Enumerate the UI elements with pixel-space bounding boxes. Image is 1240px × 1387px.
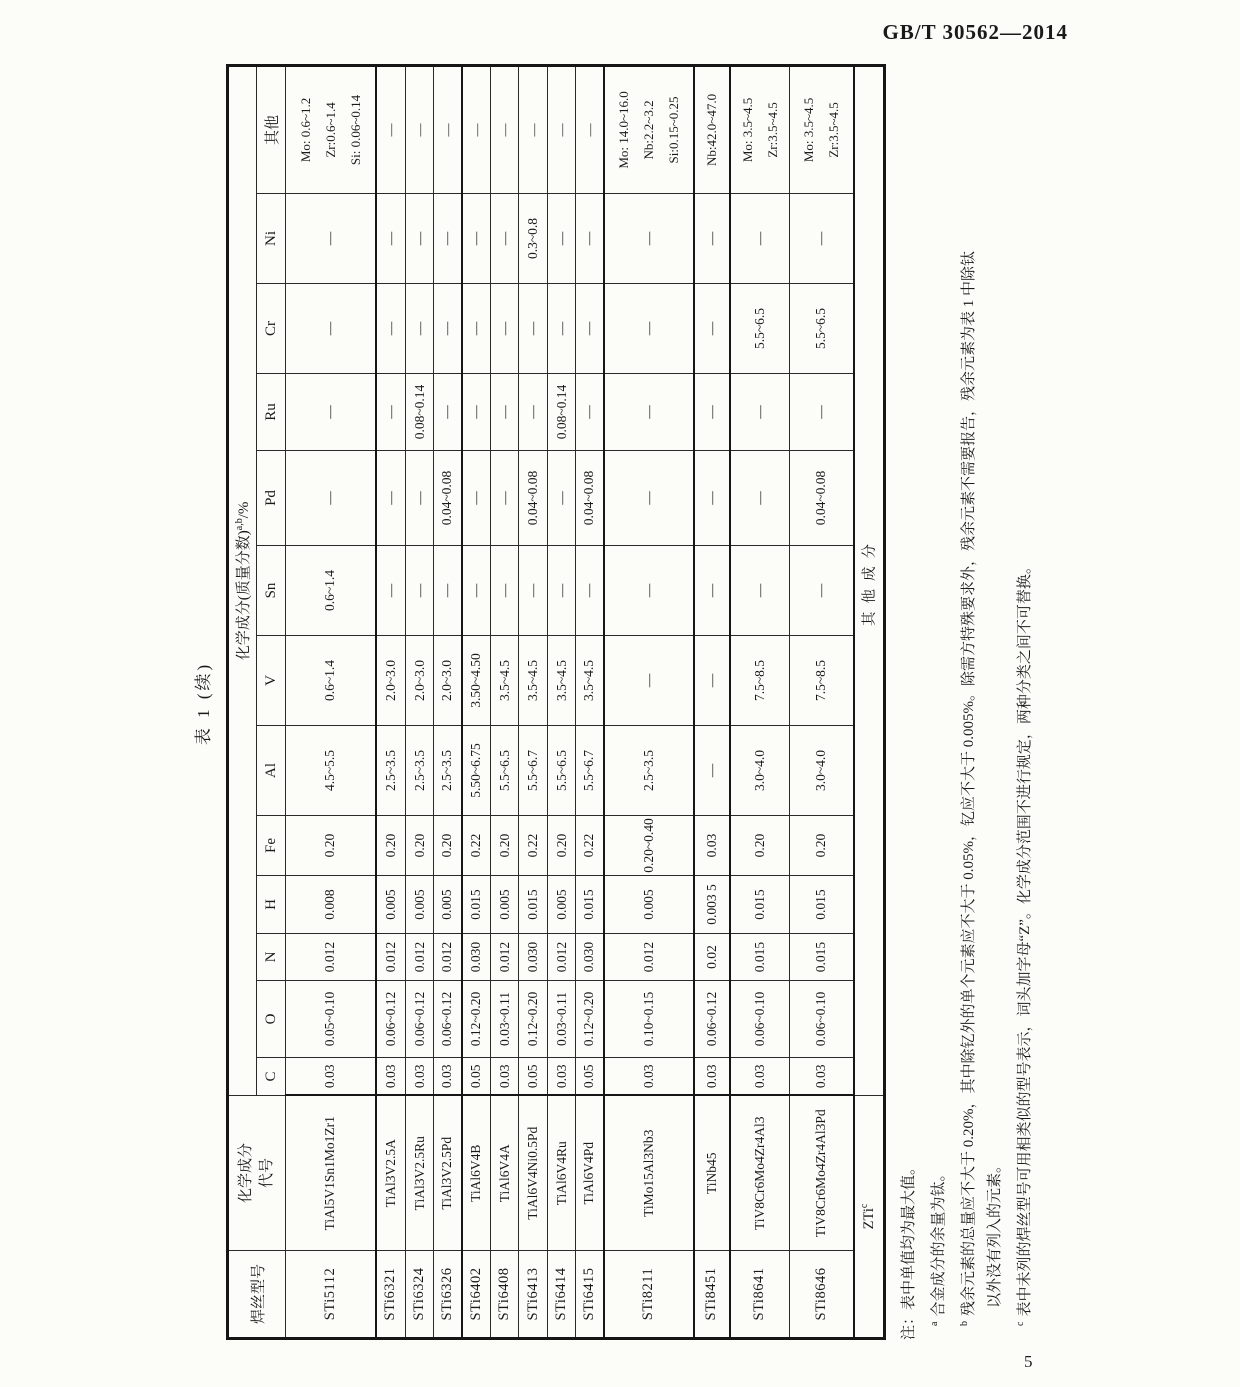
value-cell-n: 0.015 bbox=[730, 934, 790, 981]
value-cell-n: 0.015 bbox=[790, 934, 854, 981]
other-line: Si: 0.06~0.14 bbox=[347, 94, 363, 166]
other-cell bbox=[519, 65, 548, 193]
note-line bbox=[922, 67, 952, 1340]
value-cell-fe: 0.20 bbox=[406, 816, 434, 876]
value-cell-v: 7.5~8.5 bbox=[730, 636, 790, 726]
zti-row bbox=[854, 65, 885, 1338]
value-cell-cr: — bbox=[376, 284, 406, 374]
zti-superscript: c bbox=[859, 1203, 871, 1209]
value-cell-n: 0.030 bbox=[519, 934, 548, 981]
value-cell-ru: — bbox=[694, 374, 730, 451]
value-cell-cr: — bbox=[491, 284, 519, 374]
value-cell-ru: — bbox=[730, 374, 790, 451]
note-line bbox=[982, 67, 1008, 1340]
value-cell-al: 2.5~3.5 bbox=[406, 726, 434, 816]
table-row-STi6402 bbox=[462, 65, 491, 1338]
wire-type-code: STi6324 bbox=[406, 1251, 434, 1339]
value-cell-sn: — bbox=[694, 546, 730, 636]
value-cell-ru: — bbox=[491, 374, 519, 451]
header-chem-code-line1: 化学成分 bbox=[238, 1143, 254, 1204]
value-cell-ru: — bbox=[462, 374, 491, 451]
value-cell-c: 0.03 bbox=[548, 1058, 576, 1096]
table-notes bbox=[896, 67, 1038, 1340]
value-cell-v: 3.5~4.5 bbox=[576, 636, 604, 726]
value-cell-o: 0.06~0.12 bbox=[694, 981, 730, 1058]
value-cell-o: 0.06~0.12 bbox=[406, 981, 434, 1058]
value-cell-fe: 0.03 bbox=[694, 816, 730, 876]
value-cell-sn: — bbox=[376, 546, 406, 636]
other-cell bbox=[604, 65, 694, 193]
value-cell-c: 0.05 bbox=[519, 1058, 548, 1096]
value-cell-cr: — bbox=[286, 284, 376, 374]
value-cell-cr: — bbox=[406, 284, 434, 374]
value-cell-sn: — bbox=[790, 546, 854, 636]
value-cell-pd: — bbox=[462, 451, 491, 546]
other-cell bbox=[491, 65, 519, 193]
wire-type-code: STi8646 bbox=[790, 1251, 854, 1339]
header-element-n: N bbox=[257, 934, 286, 981]
other-cell bbox=[576, 65, 604, 193]
value-cell-o: 0.12~0.20 bbox=[576, 981, 604, 1058]
value-cell-cr: — bbox=[576, 284, 604, 374]
value-cell-c: 0.03 bbox=[730, 1058, 790, 1096]
value-cell-h: 0.005 bbox=[548, 876, 576, 934]
value-cell-pd: — bbox=[604, 451, 694, 546]
header-element-pd: Pd bbox=[257, 451, 286, 546]
header-chem-code bbox=[228, 1096, 286, 1251]
value-cell-ru: — bbox=[434, 374, 462, 451]
value-cell-c: 0.05 bbox=[576, 1058, 604, 1096]
table-row-STi6414 bbox=[548, 65, 576, 1338]
value-cell-c: 0.03 bbox=[790, 1058, 854, 1096]
header-chem-label: 化学成分(质量分数) bbox=[236, 530, 252, 661]
value-cell-h: 0.003 5 bbox=[694, 876, 730, 934]
header-row-1 bbox=[228, 65, 257, 1338]
value-cell-cr: 5.5~6.5 bbox=[790, 284, 854, 374]
value-cell-fe: 0.20 bbox=[548, 816, 576, 876]
value-cell-v: 0.6~1.4 bbox=[286, 636, 376, 726]
value-cell-sn: — bbox=[730, 546, 790, 636]
value-cell-h: 0.005 bbox=[604, 876, 694, 934]
header-element-sn: Sn bbox=[257, 546, 286, 636]
table-row-STi6413 bbox=[519, 65, 548, 1338]
other-cell bbox=[730, 65, 790, 193]
value-cell-fe: 0.22 bbox=[462, 816, 491, 876]
value-cell-al: 5.5~6.7 bbox=[576, 726, 604, 816]
value-cell-o: 0.12~0.20 bbox=[462, 981, 491, 1058]
chem-code: TiMo15Al3Nb3 bbox=[604, 1096, 694, 1251]
landscape-content bbox=[185, 50, 1065, 1340]
value-cell-pd: — bbox=[694, 451, 730, 546]
table-row-STi6321 bbox=[376, 65, 406, 1338]
value-cell-fe: 0.20 bbox=[376, 816, 406, 876]
value-cell-ni: — bbox=[604, 194, 694, 284]
value-cell-fe: 0.20 bbox=[491, 816, 519, 876]
note-text: 表中未列的焊丝型号可用相类似的型号表示，词头加字母“Z”。化学成分范围不进行规定，两种分类之间不可替换。 bbox=[1017, 559, 1033, 1317]
value-cell-ru: — bbox=[376, 374, 406, 451]
wire-type-code: STi6326 bbox=[434, 1251, 462, 1339]
other-line: Zr:0.6~1.4 bbox=[322, 102, 338, 158]
value-cell-pd: 0.04~0.08 bbox=[434, 451, 462, 546]
value-cell-al: — bbox=[694, 726, 730, 816]
header-element-h: H bbox=[257, 876, 286, 934]
other-line: — bbox=[525, 123, 541, 137]
value-cell-sn: — bbox=[406, 546, 434, 636]
value-cell-o: 0.12~0.20 bbox=[519, 981, 548, 1058]
value-cell-v: 7.5~8.5 bbox=[790, 636, 854, 726]
value-cell-ru: — bbox=[790, 374, 854, 451]
value-cell-c: 0.03 bbox=[491, 1058, 519, 1096]
chem-code: TiAl6V4Pd bbox=[576, 1096, 604, 1251]
zti-label bbox=[854, 1096, 885, 1339]
value-cell-h: 0.015 bbox=[790, 876, 854, 934]
other-line: Zr:3.5~4.5 bbox=[764, 102, 780, 158]
value-cell-o: 0.05~0.10 bbox=[286, 981, 376, 1058]
value-cell-ni: — bbox=[548, 194, 576, 284]
other-cell bbox=[376, 65, 406, 193]
value-cell-cr: 5.5~6.5 bbox=[730, 284, 790, 374]
table-row-STi8451 bbox=[694, 65, 730, 1338]
other-line: Mo: 3.5~4.5 bbox=[739, 97, 755, 163]
header-wire-type: 焊丝型号 bbox=[228, 1251, 286, 1339]
wire-type-code: STi6408 bbox=[491, 1251, 519, 1339]
value-cell-ni: — bbox=[376, 194, 406, 284]
table-row-STi5112 bbox=[286, 65, 376, 1338]
value-cell-h: 0.015 bbox=[462, 876, 491, 934]
page-number: 5 bbox=[1024, 1352, 1033, 1371]
header-element-v: V bbox=[257, 636, 286, 726]
table-row-STi6326 bbox=[434, 65, 462, 1338]
value-cell-pd: — bbox=[548, 451, 576, 546]
value-cell-sn: — bbox=[576, 546, 604, 636]
value-cell-ni: — bbox=[694, 194, 730, 284]
other-line: — bbox=[497, 123, 512, 137]
value-cell-h: 0.008 bbox=[286, 876, 376, 934]
value-cell-c: 0.03 bbox=[376, 1058, 406, 1096]
wire-type-code: STi6413 bbox=[519, 1251, 548, 1339]
value-cell-fe: 0.20 bbox=[286, 816, 376, 876]
note-text: 以外没有列入的元素。 bbox=[987, 1157, 1003, 1308]
other-line: Mo: 14.0~16.0 bbox=[616, 91, 631, 169]
value-cell-c: 0.03 bbox=[604, 1058, 694, 1096]
value-cell-fe: 0.20 bbox=[434, 816, 462, 876]
value-cell-pd: 0.04~0.08 bbox=[790, 451, 854, 546]
value-cell-c: 0.03 bbox=[286, 1058, 376, 1096]
value-cell-n: 0.012 bbox=[604, 934, 694, 981]
value-cell-o: 0.03~0.11 bbox=[548, 981, 576, 1058]
value-cell-cr: — bbox=[548, 284, 576, 374]
value-cell-h: 0.015 bbox=[576, 876, 604, 934]
other-cell bbox=[790, 65, 854, 193]
value-cell-c: 0.03 bbox=[406, 1058, 434, 1096]
value-cell-v: 3.50~4.50 bbox=[462, 636, 491, 726]
other-cell bbox=[548, 65, 576, 193]
value-cell-ni: 0.3~0.8 bbox=[519, 194, 548, 284]
header-chem-code-line2: 代号 bbox=[259, 1158, 275, 1189]
value-cell-n: 0.012 bbox=[286, 934, 376, 981]
value-cell-cr: — bbox=[694, 284, 730, 374]
value-cell-c: 0.05 bbox=[462, 1058, 491, 1096]
value-cell-h: 0.005 bbox=[376, 876, 406, 934]
value-cell-c: 0.03 bbox=[434, 1058, 462, 1096]
value-cell-fe: 0.22 bbox=[519, 816, 548, 876]
header-chem-unit: /% bbox=[236, 501, 252, 519]
header-element-ni: Ni bbox=[257, 194, 286, 284]
value-cell-al: 2.5~3.5 bbox=[376, 726, 406, 816]
value-cell-ni: — bbox=[434, 194, 462, 284]
value-cell-v: 3.5~4.5 bbox=[519, 636, 548, 726]
value-cell-al: 5.5~6.7 bbox=[519, 726, 548, 816]
table-row-STi6415 bbox=[576, 65, 604, 1338]
note-text: 残余元素的总量应不大于 0.20%，其中除钇外的单个元素应不大于 0.05%，钇应不大于 0.005%。除需方特殊要求外，残余元素不需要报告，残余元素为表 1 中除钛 bbox=[961, 251, 977, 1316]
value-cell-ni: — bbox=[491, 194, 519, 284]
table-row-STi8646 bbox=[790, 65, 854, 1338]
other-line: Mo: 3.5~4.5 bbox=[801, 97, 817, 163]
other-cell bbox=[462, 65, 491, 193]
value-cell-al: 2.5~3.5 bbox=[604, 726, 694, 816]
value-cell-ni: — bbox=[730, 194, 790, 284]
value-cell-n: 0.012 bbox=[406, 934, 434, 981]
value-cell-ni: — bbox=[576, 194, 604, 284]
value-cell-v: 3.5~4.5 bbox=[491, 636, 519, 726]
value-cell-h: 0.005 bbox=[491, 876, 519, 934]
other-line: Si:0.15~0.25 bbox=[666, 96, 681, 164]
wire-type-code: STi6414 bbox=[548, 1251, 576, 1339]
chem-code: TiAl6V4B bbox=[462, 1096, 491, 1251]
note-line bbox=[1008, 67, 1038, 1340]
header-chemical-composition bbox=[228, 65, 257, 1095]
value-cell-al: 3.0~4.0 bbox=[730, 726, 790, 816]
wire-type-code: STi6402 bbox=[462, 1251, 491, 1339]
header-element-al: Al bbox=[257, 726, 286, 816]
value-cell-ru: — bbox=[604, 374, 694, 451]
value-cell-n: 0.030 bbox=[462, 934, 491, 981]
value-cell-fe: 0.22 bbox=[576, 816, 604, 876]
value-cell-sn: — bbox=[491, 546, 519, 636]
value-cell-al: 5.50~6.75 bbox=[462, 726, 491, 816]
other-line: — bbox=[383, 123, 399, 137]
value-cell-pd: 0.04~0.08 bbox=[576, 451, 604, 546]
value-cell-al: 2.5~3.5 bbox=[434, 726, 462, 816]
other-line: — bbox=[581, 123, 597, 137]
other-line: Nb:42.0~47.0 bbox=[704, 93, 719, 166]
header-element-o: O bbox=[257, 981, 286, 1058]
table-row-STi8211 bbox=[604, 65, 694, 1338]
value-cell-fe: 0.20 bbox=[730, 816, 790, 876]
value-cell-sn: 0.6~1.4 bbox=[286, 546, 376, 636]
header-chem-superscript: a,b bbox=[234, 518, 245, 531]
zti-other-label: 其他成分 bbox=[854, 65, 885, 1095]
header-element-cr: Cr bbox=[257, 284, 286, 374]
value-cell-ni: — bbox=[406, 194, 434, 284]
value-cell-ru: — bbox=[576, 374, 604, 451]
note-superscript: b bbox=[959, 1321, 970, 1326]
note-main: 注：表中单值均为最大值。 bbox=[901, 1159, 917, 1340]
value-cell-sn: — bbox=[548, 546, 576, 636]
value-cell-v: 2.0~3.0 bbox=[376, 636, 406, 726]
value-cell-sn: — bbox=[462, 546, 491, 636]
chem-code: TiAl3V2.5Pd bbox=[434, 1096, 462, 1251]
value-cell-ni: — bbox=[790, 194, 854, 284]
other-line: Mo: 0.6~1.2 bbox=[297, 97, 313, 163]
note-superscript: c bbox=[1015, 1321, 1026, 1326]
value-cell-fe: 0.20~0.40 bbox=[604, 816, 694, 876]
table-row-STi8641 bbox=[730, 65, 790, 1338]
header-element-fe: Fe bbox=[257, 816, 286, 876]
chem-code: TiAl6V4A bbox=[491, 1096, 519, 1251]
value-cell-n: 0.02 bbox=[694, 934, 730, 981]
value-cell-sn: — bbox=[434, 546, 462, 636]
chem-code: TiAl3V2.5Ru bbox=[406, 1096, 434, 1251]
wire-type-code: STi8211 bbox=[604, 1251, 694, 1339]
value-cell-cr: — bbox=[604, 284, 694, 374]
chem-code: TiAl3V2.5A bbox=[376, 1096, 406, 1251]
value-cell-sn: — bbox=[519, 546, 548, 636]
value-cell-h: 0.005 bbox=[406, 876, 434, 934]
other-cell bbox=[406, 65, 434, 193]
value-cell-al: 4.5~5.5 bbox=[286, 726, 376, 816]
chem-code: TiAl6V4Ni0.5Pd bbox=[519, 1096, 548, 1251]
value-cell-ru: — bbox=[286, 374, 376, 451]
wire-type-code: STi6321 bbox=[376, 1251, 406, 1339]
chem-code: TiNb45 bbox=[694, 1096, 730, 1251]
header-element-ru: Ru bbox=[257, 374, 286, 451]
value-cell-o: 0.06~0.12 bbox=[376, 981, 406, 1058]
chem-code: TiV8Cr6Mo4Zr4Al3 bbox=[730, 1096, 790, 1251]
value-cell-pd: — bbox=[286, 451, 376, 546]
value-cell-h: 0.015 bbox=[519, 876, 548, 934]
value-cell-o: 0.03~0.11 bbox=[491, 981, 519, 1058]
value-cell-pd: — bbox=[491, 451, 519, 546]
note-text: 合金成分的余量为钛。 bbox=[931, 1166, 947, 1317]
value-cell-o: 0.06~0.12 bbox=[434, 981, 462, 1058]
rotated-table-area bbox=[185, 50, 1065, 1340]
note-line bbox=[952, 67, 982, 1340]
value-cell-v: — bbox=[694, 636, 730, 726]
chem-code: TiV8Cr6Mo4Zr4Al3Pd bbox=[790, 1096, 854, 1251]
wire-type-code: STi8451 bbox=[694, 1251, 730, 1339]
value-cell-n: 0.012 bbox=[376, 934, 406, 981]
value-cell-v: 2.0~3.0 bbox=[434, 636, 462, 726]
value-cell-ru: 0.08~0.14 bbox=[548, 374, 576, 451]
value-cell-ru: — bbox=[519, 374, 548, 451]
value-cell-cr: — bbox=[434, 284, 462, 374]
value-cell-ni: — bbox=[462, 194, 491, 284]
value-cell-pd: — bbox=[730, 451, 790, 546]
table-row-STi6324 bbox=[406, 65, 434, 1338]
zti-label-text: ZTi bbox=[861, 1208, 878, 1230]
value-cell-v: — bbox=[604, 636, 694, 726]
wire-type-code: STi6415 bbox=[576, 1251, 604, 1339]
value-cell-c: 0.03 bbox=[694, 1058, 730, 1096]
value-cell-ni: — bbox=[286, 194, 376, 284]
value-cell-n: 0.012 bbox=[491, 934, 519, 981]
value-cell-n: 0.012 bbox=[434, 934, 462, 981]
value-cell-sn: — bbox=[604, 546, 694, 636]
value-cell-al: 5.5~6.5 bbox=[548, 726, 576, 816]
value-cell-al: 3.0~4.0 bbox=[790, 726, 854, 816]
value-cell-h: 0.015 bbox=[730, 876, 790, 934]
other-line: Nb:2.2~3.2 bbox=[641, 100, 656, 160]
chem-code: TiAl6V4Ru bbox=[548, 1096, 576, 1251]
value-cell-ru: 0.08~0.14 bbox=[406, 374, 434, 451]
header-element-other: 其他 bbox=[257, 65, 286, 193]
document-number: GB/T 30562—2014 bbox=[882, 20, 1068, 44]
header-element-c: C bbox=[257, 1058, 286, 1096]
other-line: — bbox=[468, 123, 484, 137]
value-cell-pd: 0.04~0.08 bbox=[519, 451, 548, 546]
value-cell-v: 3.5~4.5 bbox=[548, 636, 576, 726]
other-line: — bbox=[412, 123, 427, 137]
wire-type-code: STi5112 bbox=[286, 1251, 376, 1339]
note-superscript: a bbox=[929, 1321, 940, 1326]
other-cell bbox=[434, 65, 462, 193]
value-cell-h: 0.005 bbox=[434, 876, 462, 934]
table-title: 表 1 (续) bbox=[194, 661, 213, 746]
value-cell-o: 0.06~0.10 bbox=[730, 981, 790, 1058]
value-cell-cr: — bbox=[519, 284, 548, 374]
value-cell-fe: 0.20 bbox=[790, 816, 854, 876]
value-cell-al: 5.5~6.5 bbox=[491, 726, 519, 816]
other-line: — bbox=[554, 123, 569, 137]
value-cell-n: 0.012 bbox=[548, 934, 576, 981]
value-cell-o: 0.06~0.10 bbox=[790, 981, 854, 1058]
other-line: — bbox=[439, 123, 455, 137]
wire-type-code: STi8641 bbox=[730, 1251, 790, 1339]
value-cell-pd: — bbox=[376, 451, 406, 546]
table-row-STi6408 bbox=[491, 65, 519, 1338]
value-cell-v: 2.0~3.0 bbox=[406, 636, 434, 726]
chem-code: TiAl5V1Sn1Mo1Zr1 bbox=[286, 1096, 376, 1251]
value-cell-o: 0.10~0.15 bbox=[604, 981, 694, 1058]
other-cell bbox=[694, 65, 730, 193]
other-line: Zr:3.5~4.5 bbox=[826, 102, 842, 158]
value-cell-pd: — bbox=[406, 451, 434, 546]
value-cell-n: 0.030 bbox=[576, 934, 604, 981]
other-cell bbox=[286, 65, 376, 193]
value-cell-cr: — bbox=[462, 284, 491, 374]
chemical-composition-table bbox=[226, 64, 886, 1340]
